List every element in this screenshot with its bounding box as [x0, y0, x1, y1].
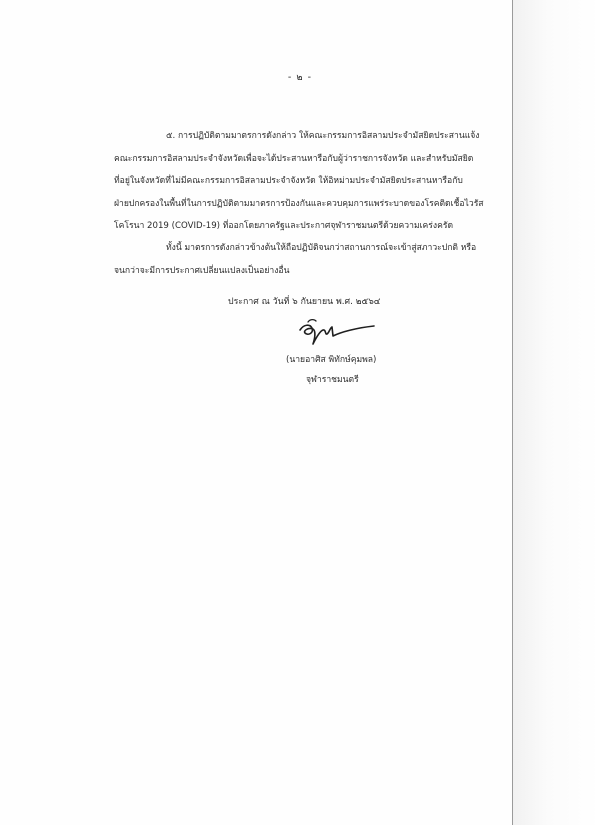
paragraph-5-line: ๕. การปฏิบัติตามมาตรการดังกล่าว ให้คณะกรรมการอิสลามประจำมัสยิดประสานแจ้ง	[166, 131, 480, 141]
page-edge-line	[512, 0, 513, 825]
page-edge-shadow	[513, 0, 600, 825]
closing-paragraph-line: จนกว่าจะมีการประกาศเปลี่ยนแปลงเป็นอย่างอื่น	[114, 265, 290, 276]
paragraph-5-line: ที่อยู่ในจังหวัดที่ไม่มีคณะกรรมการอิสลามประจำจังหวัด ให้อิหม่ามประจำมัสยิดประสานหารือกับ	[114, 176, 463, 186]
signer-title: จุฬาราชมนตรี	[306, 375, 359, 385]
page-number: - ๒ -	[287, 72, 313, 83]
signer-name: (นายอาศิส พิทักษ์คุมพล)	[286, 355, 377, 365]
announcement-date: ประกาศ ณ วันที่ ๖ กันยายน พ.ศ. ๒๕๖๔	[228, 297, 381, 307]
closing-paragraph	[114, 237, 504, 282]
closing-paragraph-line: ทั้งนี้ มาตรการดังกล่าวข้างต้นให้ถือปฏิบัติจนกว่าสถานการณ์จะเข้าสู่สภาวะปกติ หรือ	[166, 243, 477, 253]
paragraph-5-line: คณะกรรมการอิสลามประจำจังหวัดเพื่อจะได้ประสานหารือกับผู้ว่าราชการจังหวัด และสำหรับมัสยิด	[114, 153, 474, 164]
paragraph-5-line: ฝ่ายปกครองในพื้นที่ในการปฏิบัติตามมาตรการป้องกันและควบคุมการแพร่ระบาดของโรคติดเชื้อไวรัส	[114, 198, 484, 209]
paragraph-5-line: โคโรนา 2019 (COVID-19) ที่ออกโดยภาครัฐและประกาศจุฬาราชมนตรีด้วยความเคร่งครัด	[114, 221, 454, 231]
handwritten-signature	[296, 316, 376, 350]
paragraph-5	[114, 125, 504, 238]
